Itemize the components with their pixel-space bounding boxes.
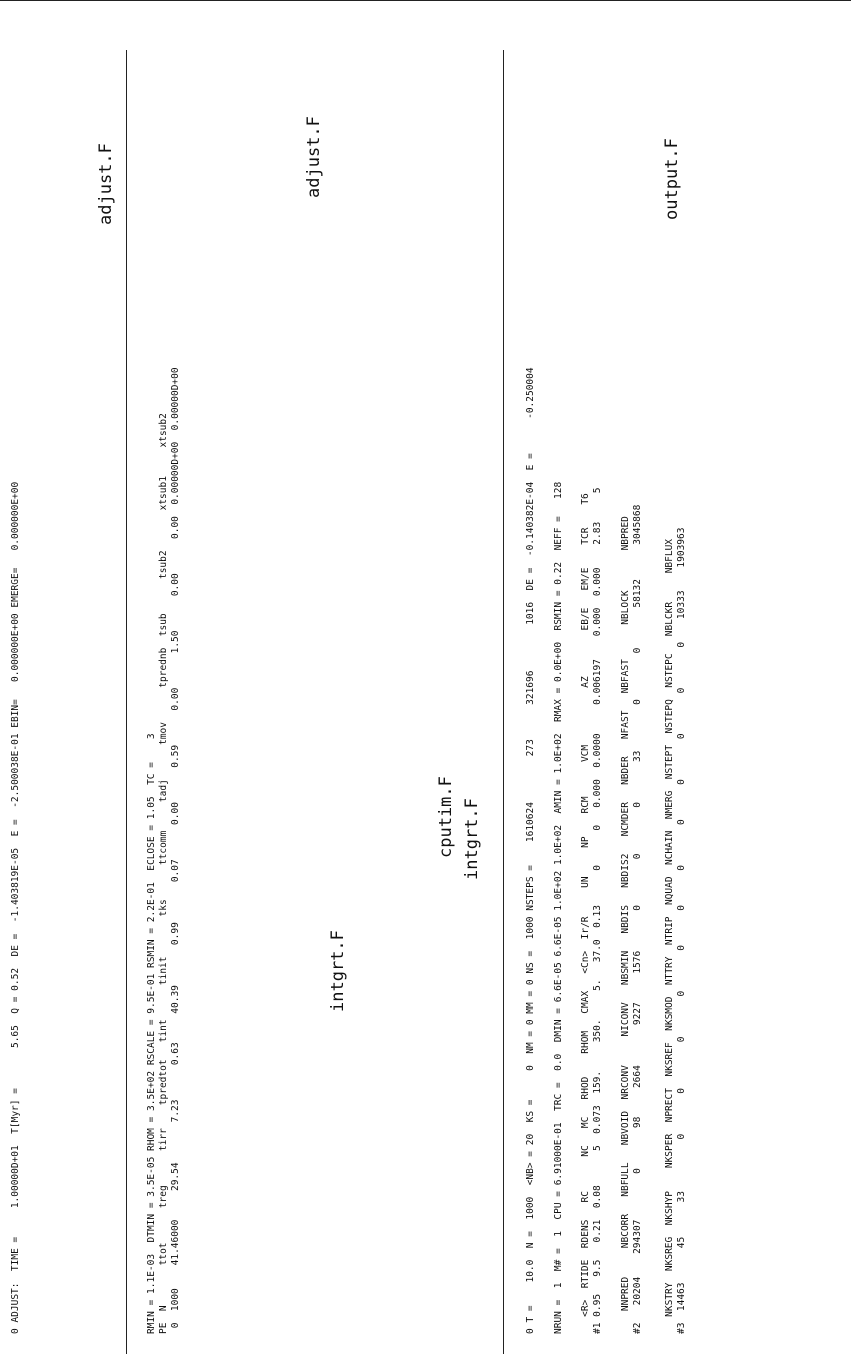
- timing-header: PE N ttot treg tirr tpredtot tint tinit tks ttcomm tadj tmov tprednb tsub tsub2 xtsub1 xtsub2: [158, 413, 169, 1334]
- output-row1-values: #1 0.95 9.5 0.21 0.08 5 0.073 159. 350. 5. 37.0 0.13 0 0 0.000 0.0000 0.006197 0.000 0.000 2.83 5: [592, 487, 603, 1334]
- panel-divider-1: [126, 50, 127, 1354]
- output-row3-values: #3 14463 45 33 0 0 0 0 0 0 0 0 0 0 0 0 10333 1903963: [676, 527, 687, 1334]
- label-cputim-f: cputim.F: [436, 776, 456, 858]
- output-line-2: NRUN = 1 M# = 1 CPU = 6.91000E-01 TRC = 0.0 DMIN = 6.6E-05 6.6E-05 1.0E+02 1.0E+02 AMIN = 1.0E+02 RMAX = 0.0E+00 RSMIN = 0.22 NEFF = 128: [553, 481, 564, 1334]
- output-row3-header: NKSTRY NKSREG NKSHYP NKSPER NPRECT NKSREF NKSMOD NTTRY NTRIP NQUAD NCHAIN NMERG NSTEPT NSTEPQ NSTEPC NBLCKR NBFLUX: [664, 538, 675, 1334]
- output-line-1: 0 T = 10.0 N = 1000 <NB> = 20 KS = 0 NM = 0 MM = 0 NS = 1000 NSTEPS = 1610624 273 321696 1016 DE = -0.140382E-04 E = -0.250004: [525, 367, 536, 1334]
- timing-line-1: RMIN = 1.1E-03 DTMIN = 3.5E-05 RHOM = 3.5E+02 RSCALE = 9.5E-01 RSMIN = 2.2E-01 ECLOSE = 1.05 TC = 3: [146, 733, 157, 1334]
- label-output-f: output.F: [662, 138, 682, 220]
- label-intgrt-f: intgrt.F: [328, 930, 348, 1012]
- output-row1-header: <R> RTIDE RDENS RC NC MC RHOD RHOM CMAX <Cn> Ir/R UN NP RCM VCM AZ EB/E EM/E TCR T6: [580, 493, 591, 1334]
- output-row2-header: NNPRED NBCORR NBFULL NBVOID NRCONV NICONV NBSMIN NBDIS NBDIS2 NCMDER NBDER NFAST NBFAST NBLOCK NBPRED: [620, 516, 631, 1334]
- timing-values: 0 1000 41.46000 29.54 7.23 0.63 40.39 0.99 0.07 0.00 0.59 0.00 1.50 0.00 0.00 0.00000D+00 0.00000D+00: [170, 367, 181, 1334]
- top-rule: [0, 0, 851, 1]
- label-adjust-f-2: adjust.F: [304, 116, 324, 198]
- label-adjust-f: adjust.F: [96, 143, 116, 225]
- output-row2-values: #2 20204 294307 0 98 2664 9227 1576 0 0 0 33 0 0 58132 3045868: [632, 504, 643, 1334]
- adjust-log-line: 0 ADJUST: TIME = 1.00000D+01 T[Myr] = 5.65 Q = 0.52 DE = -1.403819E-05 E = -2.500038E-01 EBIN= 0.000000E+00 EMERGE= 0.000000E+00: [10, 481, 21, 1334]
- label-intgrt-f-2: intgrt.F: [462, 798, 482, 880]
- panel-divider-2: [503, 50, 504, 1354]
